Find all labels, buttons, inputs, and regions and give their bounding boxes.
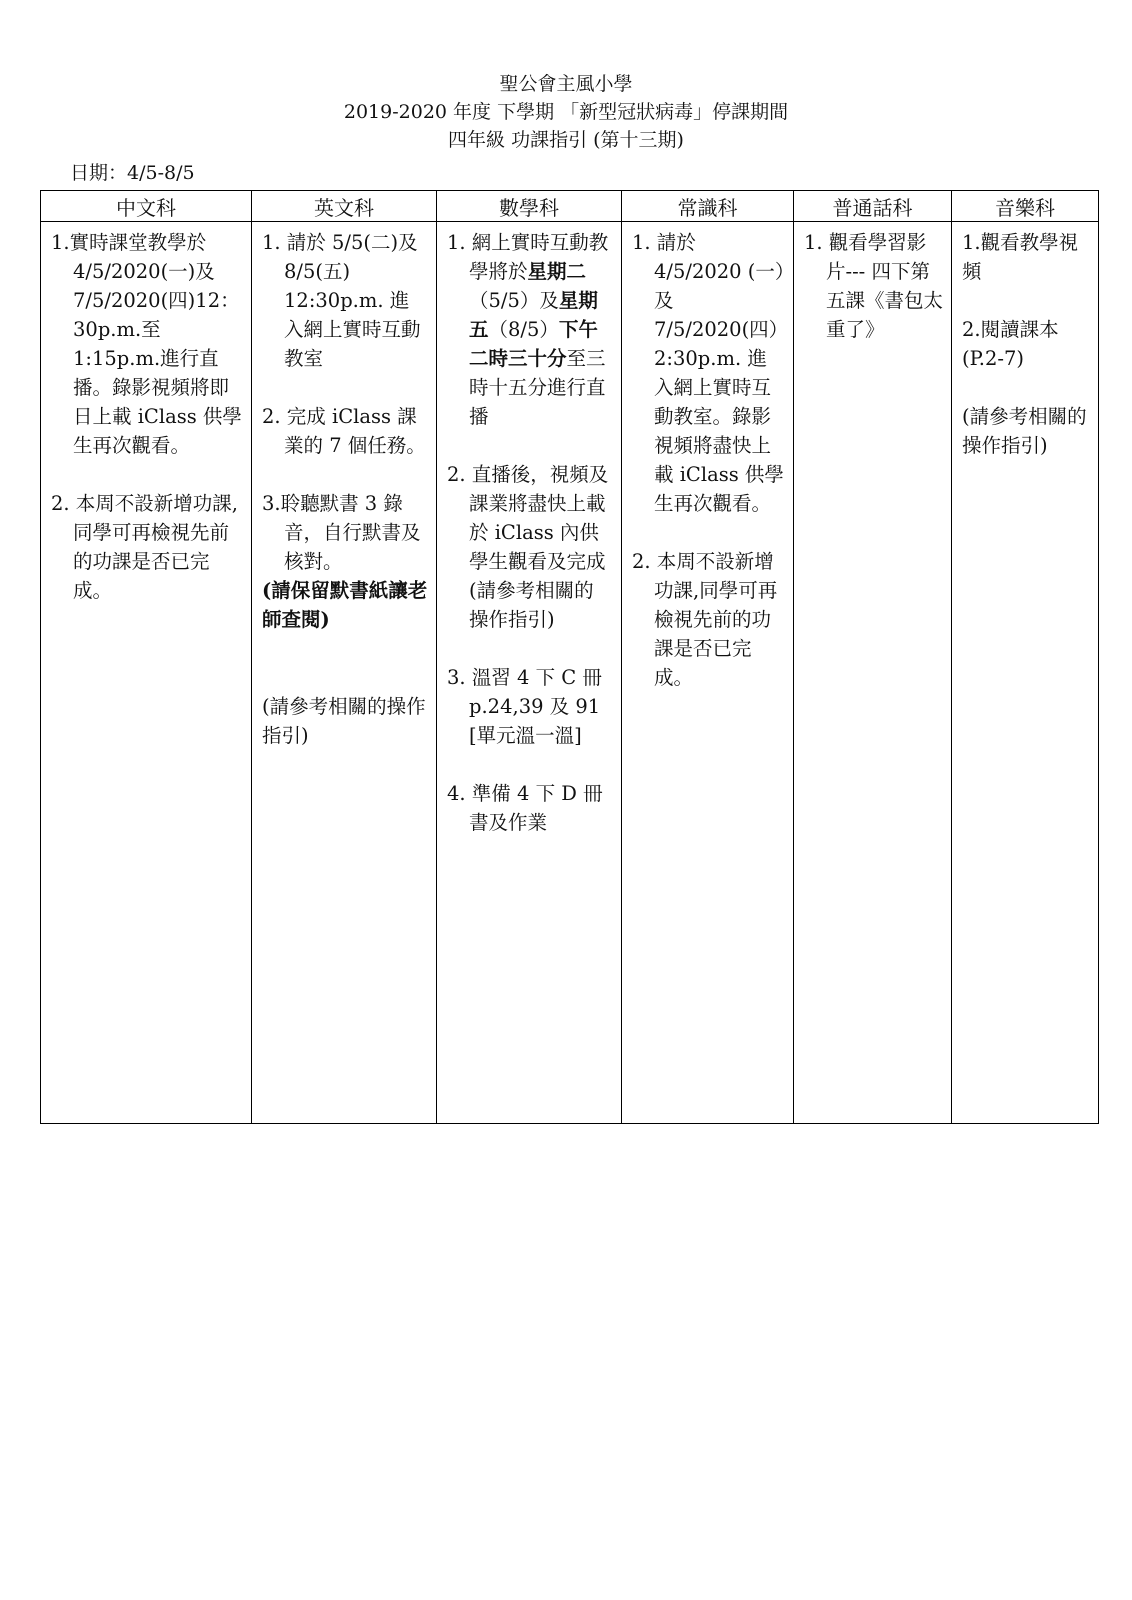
date-range: 日期：4/5-8/5 bbox=[70, 162, 195, 184]
math-item-1-friday: 星期五 bbox=[469, 289, 598, 341]
document-header bbox=[0, 70, 1132, 154]
math-item-1-time: 下午二時三十分 bbox=[469, 318, 598, 370]
english-note-guide: (請參考相關的操作指引) bbox=[262, 695, 426, 747]
column-header-music: 音樂科 bbox=[952, 191, 1099, 222]
column-header-chinese: 中文科 bbox=[41, 191, 252, 222]
english-cell bbox=[252, 222, 437, 1124]
column-header-putonghua: 普通話科 bbox=[794, 191, 952, 222]
term-title: 2019-2020 年度 下學期 「新型冠狀病毒」停課期間 bbox=[343, 101, 789, 123]
music-cell bbox=[952, 222, 1099, 1124]
english-item-3: 3.聆聽默書 3 錄音，自行默書及核對。 bbox=[262, 492, 421, 573]
chinese-item-2: 2. 本周不設新增功課,同學可再檢視先前的功課是否已完成。 bbox=[51, 492, 239, 602]
content-row bbox=[41, 222, 1099, 1124]
column-header-math: 數學科 bbox=[437, 191, 622, 222]
chinese-cell bbox=[41, 222, 252, 1124]
math-item-2: 2. 直播後，視頻及課業將盡快上載於 iClass 內供學生觀看及完成(請參考相關的操作指引) bbox=[447, 463, 609, 631]
music-item-2: 2.閱讀課本(P.2-7) bbox=[962, 318, 1059, 370]
chinese-item-1: 1.實時課堂教學於 4/5/2020(一)及 7/5/2020(四)12：30p.m.至 1:15p.m.進行直播。錄影視頻將即日上載 iClass 供學生再次觀看。 bbox=[51, 231, 242, 457]
math-item-4: 4. 準備 4 下 D 冊書及作業 bbox=[447, 782, 603, 834]
music-note-guide: (請參考相關的操作指引) bbox=[962, 405, 1087, 457]
gs-item-2: 2. 本周不設新增功課,同學可再檢視先前的功課是否已完成。 bbox=[632, 550, 778, 689]
english-note-keep-dictation: (請保留默書紙讓老師查閱) bbox=[262, 579, 428, 631]
math-item-1-text-d: （8/5） bbox=[488, 318, 559, 341]
putonghua-cell bbox=[794, 222, 952, 1124]
english-item-1: 1. 請於 5/5(二)及 8/5(五) 12:30p.m. 進入網上實時互動教室 bbox=[262, 231, 421, 370]
general-studies-cell bbox=[622, 222, 794, 1124]
math-item-1-text-a: 1. 網上實時互動教學將於 bbox=[447, 231, 609, 283]
math-cell bbox=[437, 222, 622, 1124]
math-item-1 bbox=[447, 228, 613, 431]
homework-table bbox=[40, 190, 1099, 1124]
school-name: 聖公會主風小學 bbox=[499, 73, 633, 95]
header-row bbox=[41, 191, 1099, 222]
column-header-general-studies: 常識科 bbox=[622, 191, 794, 222]
guide-title: 四年級 功課指引 (第十三期) bbox=[448, 129, 684, 151]
math-item-1-tuesday: 星期二 bbox=[527, 260, 587, 283]
music-item-1: 1.觀看教學視頻 bbox=[962, 231, 1079, 283]
english-item-2: 2. 完成 iClass 課業的 7 個任務。 bbox=[262, 405, 426, 457]
math-item-1-text-c: （5/5）及 bbox=[469, 289, 559, 312]
gs-item-1: 1. 請於 4/5/2020 (一）及 7/5/2020(四） 2:30p.m. 進入網上實時互動教室。錄影視頻將盡快上載 iClass 供學生再次觀看。 bbox=[632, 231, 789, 515]
math-item-1-text-e: 至三時十五分進行直播 bbox=[469, 347, 606, 428]
putonghua-item-1: 1. 觀看學習影片--- 四下第五課《書包太重了》 bbox=[804, 231, 944, 341]
math-item-3: 3. 溫習 4 下 C 冊 p.24,39 及 91 [單元溫一溫] bbox=[447, 666, 602, 747]
column-header-english: 英文科 bbox=[252, 191, 437, 222]
